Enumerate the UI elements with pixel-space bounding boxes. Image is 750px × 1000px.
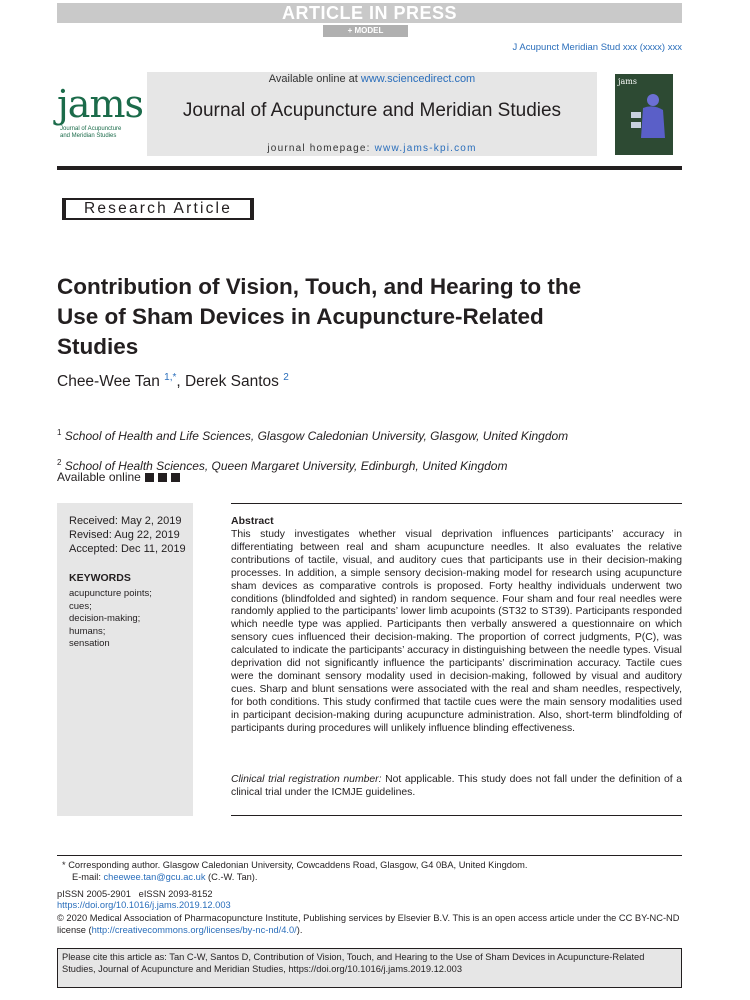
homepage-prefix: journal homepage: [267,143,375,154]
placeholder-square-icon [158,473,167,482]
author-1-affil[interactable]: 1,* [164,372,177,383]
clinical-trial-label: Clinical trial registration number: [231,774,382,785]
affiliation-2-text: School of Health Sciences, Queen Margaret University, Edinburgh, United Kingdom [64,459,508,473]
affiliation-1 [57,425,577,444]
cite-this-article-text: Please cite this article as: Tan C-W, Santos D, Contribution of Vision, Touch, and Hearing to the Use of Sham Devices in Acupuncture-Related Studies, Journal of Acupuncture and Meridian Studies, https://doi.org/10.1016/j.jams.2019.12.003 [62,952,645,975]
email-link[interactable]: cheewee.tan@gcu.ac.uk [103,872,206,883]
available-online-line [147,73,597,85]
abstract-bottom-rule [231,815,682,816]
journal-title: Journal of Acupuncture and Meridian Studies [182,100,562,121]
received-date: Received: May 2, 2019 [69,515,182,527]
affiliation-2-number: 2 [57,458,62,467]
logo-sub-line-1: Journal of Acupuncture [60,126,122,132]
copyright-note [57,912,682,937]
available-online-date [57,470,180,484]
author-1: Chee-Wee Tan [57,373,165,391]
doi-link[interactable]: https://doi.org/10.1016/j.jams.2019.12.003 [57,900,231,910]
placeholder-square-icon [145,473,154,482]
model-badge: + MODEL [323,25,408,37]
revised-date: Revised: Aug 22, 2019 [69,529,180,541]
available-online-label: Available online [57,470,141,484]
clinical-trial-text: Not applicable. This study does not fall under the definition of a clinical trial under the ICMJE guidelines. [231,774,682,798]
corresponding-author-note [62,859,682,884]
email-line [62,871,682,883]
affiliation-1-text: School of Health and Life Sciences, Glasgow Caledonian University, Glasgow, United Kingdom [64,429,569,443]
abstract-heading: Abstract [231,515,274,527]
jams-logo: jams [57,82,143,126]
keyword: cues; [69,600,92,612]
keywords-heading: KEYWORDS [69,572,131,584]
corresponding-author-text: * Corresponding author. Glasgow Caledonian University, Cowcaddens Road, Glasgow, G4 0BA, United Kingdom. [62,860,528,870]
copyright-text: © 2020 Medical Association of Pharmacopuncture Institute, Publishing services by Elsevier B.V. This is an open access article under the CC BY-NC-ND license ( [57,913,680,936]
running-head: J Acupunct Meridian Stud xxx (xxxx) xxx [512,42,682,53]
keyword: humans; [69,625,106,637]
keyword: sensation [69,638,110,649]
abstract-top-rule [231,503,682,504]
keyword: decision-making; [69,613,141,624]
jams-logo-subtitle [60,126,140,140]
clinical-trial-note [231,774,682,800]
copyright-close: ). [296,925,303,936]
journal-cover-image [615,74,673,155]
email-suffix: (C.-W. Tan). [205,872,258,883]
journal-homepage-link[interactable]: www.jams-kpi.com [374,143,477,154]
license-link[interactable]: http://creativecommons.org/licenses/by-nc-nd/4.0/ [91,925,297,936]
available-prefix: Available online at [268,73,361,85]
journal-homepage-line [147,143,597,154]
article-in-press-banner: ARTICLE IN PRESS [57,3,682,23]
affiliation-1-number: 1 [57,428,62,437]
author-2-affil[interactable]: 2 [283,372,289,383]
keywords-list [69,588,152,651]
issn-line: pISSN 2005-2901 eISSN 2093-8152 [57,889,213,899]
author-list [57,372,289,391]
article-history [69,514,186,556]
article-type-label: Research Article [83,200,233,217]
footnote-rule [57,855,682,856]
keyword: acupuncture points; [69,588,152,599]
abstract-body: This study investigates whether visual deprivation influences participants’ accuracy in differentiating between real and sham acupuncture needles. It also evaluates the relative contributions of tactile, visual, and auditory cues that participants use in their decision-making processes. In addition, a simple sensory decision-making model for research using acupuncture sham devices as comparative controls is proposed. Forty healthy individuals underwent two conditions (blindfolded and sighted) in random sequence. Four sham and four real needles were randomly applied to the participants’ lower limb acupoints (ST32 to ST39). Participants responded which needle type was applied. Participants then verbally answered a questionnaire on which sensory cues influenced their decision-making. The proportion of correct judgments, P(C), was calculated to indicate the participants’ accuracy in distinguishing between the needle types. Visual deprivation did not significantly influence the participants’ discrimination accuracy. Tactile cues were the dominant sensory modality used in decision-making, followed by visual and auditory cues. Sharp and blunt sensations were associated with the real and sham needles, respectively, for both conditions. This study confirmed that tactile cues were the main sensory modalities used in participant decision-making during acupuncture administration. Also, short-term blindfolding of participants during procedures will unlikely influence blinding effectiveness. [231,529,682,734]
accepted-date: Accepted: Dec 11, 2019 [69,543,186,555]
cover-figure-icon [629,90,669,140]
sciencedirect-link[interactable]: www.sciencedirect.com [360,73,476,85]
masthead-rule [57,166,682,170]
author-2: , Derek Santos [176,373,284,391]
cover-title: jams [618,77,637,86]
placeholder-square-icon [171,473,180,482]
article-title: Contribution of Vision, Touch, and Hearing to the Use of Sham Devices in Acupuncture-Related Studies [57,274,582,359]
logo-sub-line-2: and Meridian Studies [60,133,117,139]
email-prefix: E-mail: [72,872,104,883]
